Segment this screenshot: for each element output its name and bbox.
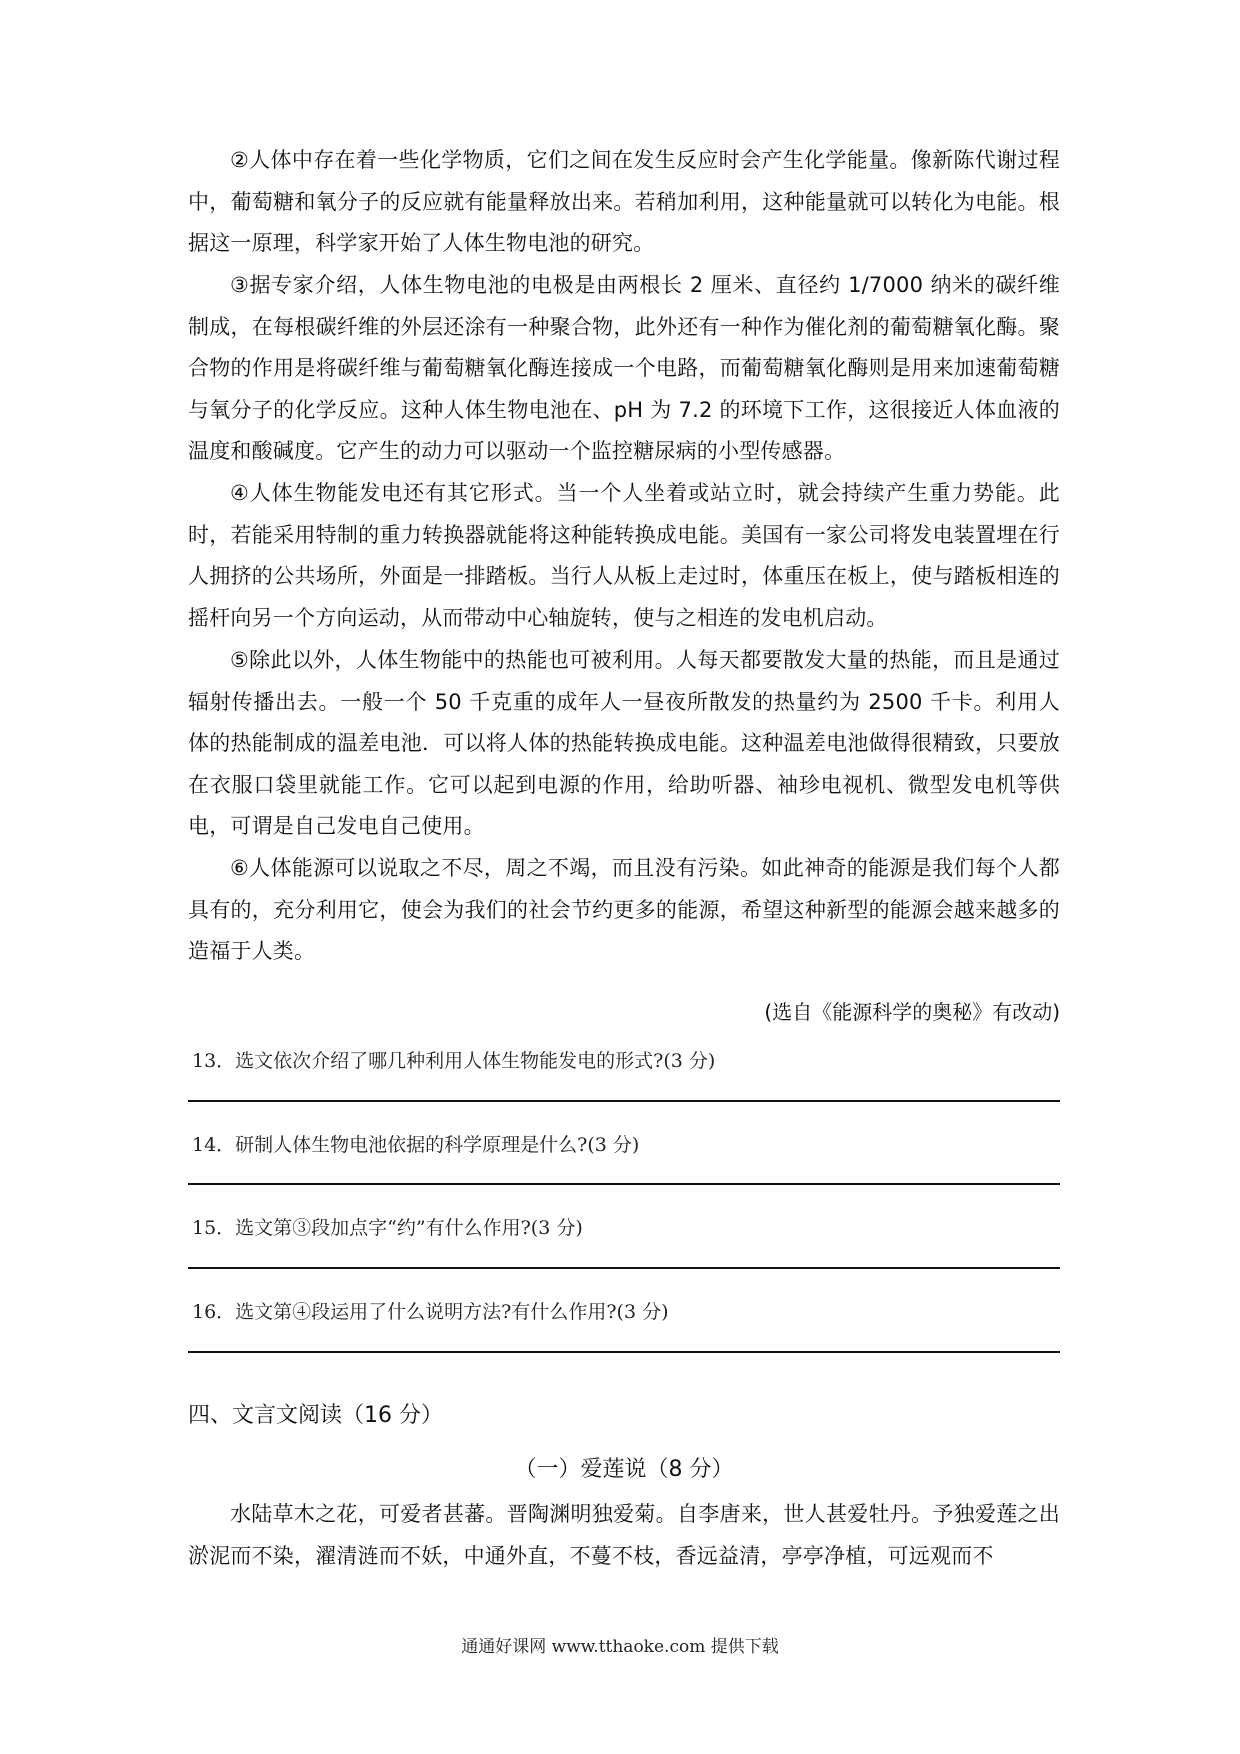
answer-line-13[interactable]: [188, 1100, 1060, 1102]
source-citation: (选自《能源科学的奥秘》有改动): [764, 1000, 1060, 1024]
answer-line-14[interactable]: [188, 1183, 1060, 1185]
paragraph-6: ⑥人体能源可以说取之不尽，周之不竭，而且没有污染。如此神奇的能源是我们每个人都具有的，充分利用它，使会为我们的社会节约更多的能源，希望这种新型的能源会越来越多的造福于人类。: [188, 856, 1060, 964]
question-13: 13．选文依次介绍了哪几种利用人体生物能发电的形式?(3 分): [192, 1050, 716, 1072]
question-15: 15．选文第③段加点字“约”有什么作用?(3 分): [192, 1217, 583, 1239]
answer-line-15[interactable]: [188, 1267, 1060, 1269]
paragraph-2: ②人体中存在着一些化学物质，它们之间在发生反应时会产生化学能量。像新陈代谢过程中，葡萄糖和氧分子的反应就有能量释放出来。若稍加利用，这种能量就可以转化为电能。根据这一原理，科学家开始了人体生物电池的研究。: [188, 148, 1060, 256]
footer-credit: 通通好课网 www.tthaoke.com 提供下载: [461, 1637, 779, 1657]
section-title: 四、文言文阅读（16 分）: [188, 1403, 443, 1428]
paragraph-5: ⑤除此以外，人体生物能中的热能也可被利用。人每天都要散发大量的热能，而且是通过辐射传播出去。一般一个 50 千克重的成年人一昼夜所散发的热量约为 2500 千卡。利用人体的热能制成的温差电池．可以将人体的热能转换成电能。这种温差电池做得很精致，只要放在衣服口袋里就能工作。它可以起到电源的作用，给助听器、袖珍电视机、微型发电机等供电，可谓是自己发电自己使用。: [188, 648, 1060, 839]
passage-title: （一）爱莲说（8 分）: [514, 1457, 734, 1482]
classical-passage: 水陆草木之花，可爱者甚蕃。晋陶渊明独爱菊。自李唐来，世人甚爱牡丹。予独爱莲之出淤泥而不染，濯清涟而不妖，中通外直，不蔓不枝，香远益清，亭亭净植，可远观而不: [188, 1502, 1060, 1568]
paragraph-4: ④人体生物能发电还有其它形式。当一个人坐着或站立时，就会持续产生重力势能。此时，若能采用特制的重力转换器就能将这种能转换成电能。美国有一家公司将发电装置埋在行人拥挤的公共场所，外面是一排踏板。当行人从板上走过时，体重压在板上，使与踏板相连的摇杆向另一个方向运动，从而带动中心轴旋转，使与之相连的发电机启动。: [188, 481, 1060, 630]
paragraph-3: ③据专家介绍，人体生物电池的电极是由两根长 2 厘米、直径约 1/7000 纳米的碳纤维制成，在每根碳纤维的外层还涂有一种聚合物，此外还有一种作为催化剂的葡萄糖氧化酶。聚合物的作用是将碳纤维与葡萄糖氧化酶连接成一个电路，而葡萄糖氧化酶则是用来加速葡萄糖与氧分子的化学反应。这种人体生物电池在、pH 为 7.2 的环境下工作，这很接近人体血液的温度和酸碱度。它产生的动力可以驱动一个监控糖尿病的小型传感器。: [188, 273, 1060, 464]
question-16: 16．选文第④段运用了什么说明方法?有什么作用?(3 分): [192, 1301, 669, 1323]
question-14: 14．研制人体生物电池依据的科学原理是什么?(3 分): [192, 1134, 640, 1156]
answer-line-16[interactable]: [188, 1351, 1060, 1353]
